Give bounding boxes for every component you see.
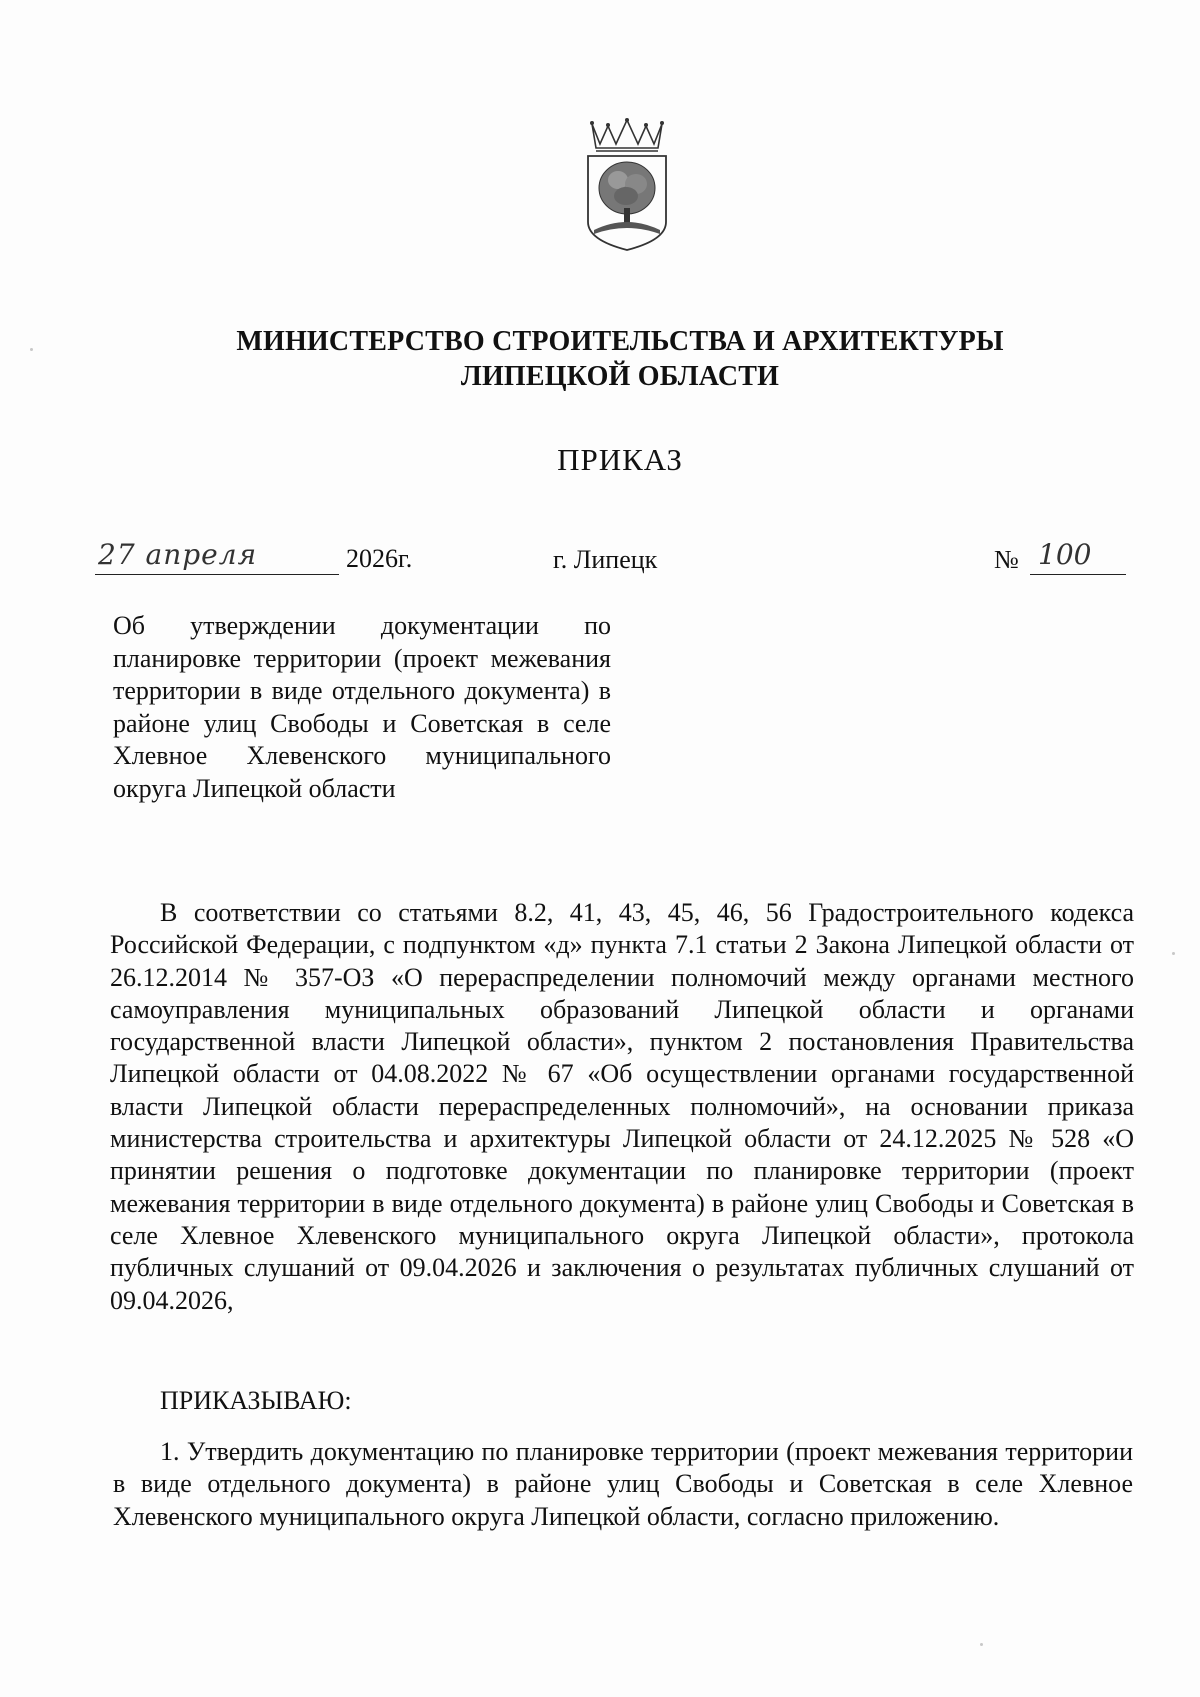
document-type: ПРИКАЗ — [557, 442, 683, 477]
date-number-row — [0, 538, 1200, 586]
order-subject: Об утверждении документации по планировке территории (проект межевания территории в виде отдельного документа) в районе улиц Свободы и Советская в селе Хлевное Хлевенского муниципального округа Липецкой области — [113, 611, 611, 803]
scan-speck — [30, 348, 33, 351]
ministry-line-2: ЛИПЕЦКОЙ ОБЛАСТИ — [460, 361, 780, 392]
scan-speck — [980, 1643, 983, 1646]
date-year: 2026г. — [346, 544, 413, 573]
city-name: г. Липецк — [553, 545, 658, 574]
handwritten-date: 27 апреля — [98, 538, 258, 571]
ministry-name — [180, 324, 1060, 394]
order-item-1: 1. Утвердить документацию по планировке территории (проект межевания территории в виде отдельного документа) в районе улиц Свободы и Советская в селе Хлевное Хлевенского муниципального округа Липецкой области, согласно приложению. — [113, 1437, 1133, 1531]
handwritten-number: 100 — [1038, 538, 1092, 571]
number-underline — [1030, 574, 1126, 575]
date-underline — [95, 574, 339, 575]
lipetsk-coat-of-arms-icon — [580, 118, 674, 252]
order-directive: ПРИКАЗЫВАЮ: — [160, 1386, 352, 1415]
preamble-paragraph: В соответствии со статьями 8.2, 41, 43, 45, 46, 56 Градостроительного кодекса Российской Федерации, с подпунктом «д» пункта 7.1 статьи 2 Закона Липецкой области от 26.12.2014 № 357-ОЗ «О перераспределении полномочий между органами местного самоуправления муниципальных образований Липецкой области и органами государственной власти Липецкой области», пунктом 2 постановления Правительства Липецкой области от 04.08.2022 № 67 «Об осуществлении органами государственной власти Липецкой области перераспределенных полномочий», на основании приказа министерства строительства и архитектуры Липецкой области от 24.12.2025 № 528 «О принятии решения о подготовке документации по планировке территории (проект межевания территории в виде отдельного документа) в районе улиц Свободы и Советская в селе Хлевное Хлевенского муниципального округа Липецкой области», протокола публичных слушаний от 09.04.2026 и заключения о результатах публичных слушаний от 09.04.2026, — [110, 898, 1134, 1315]
number-sign: № — [994, 545, 1019, 574]
scan-speck — [1172, 952, 1175, 955]
ministry-line-1: МИНИСТЕРСТВО СТРОИТЕЛЬСТВА И АРХИТЕКТУРЫ — [236, 326, 1004, 357]
